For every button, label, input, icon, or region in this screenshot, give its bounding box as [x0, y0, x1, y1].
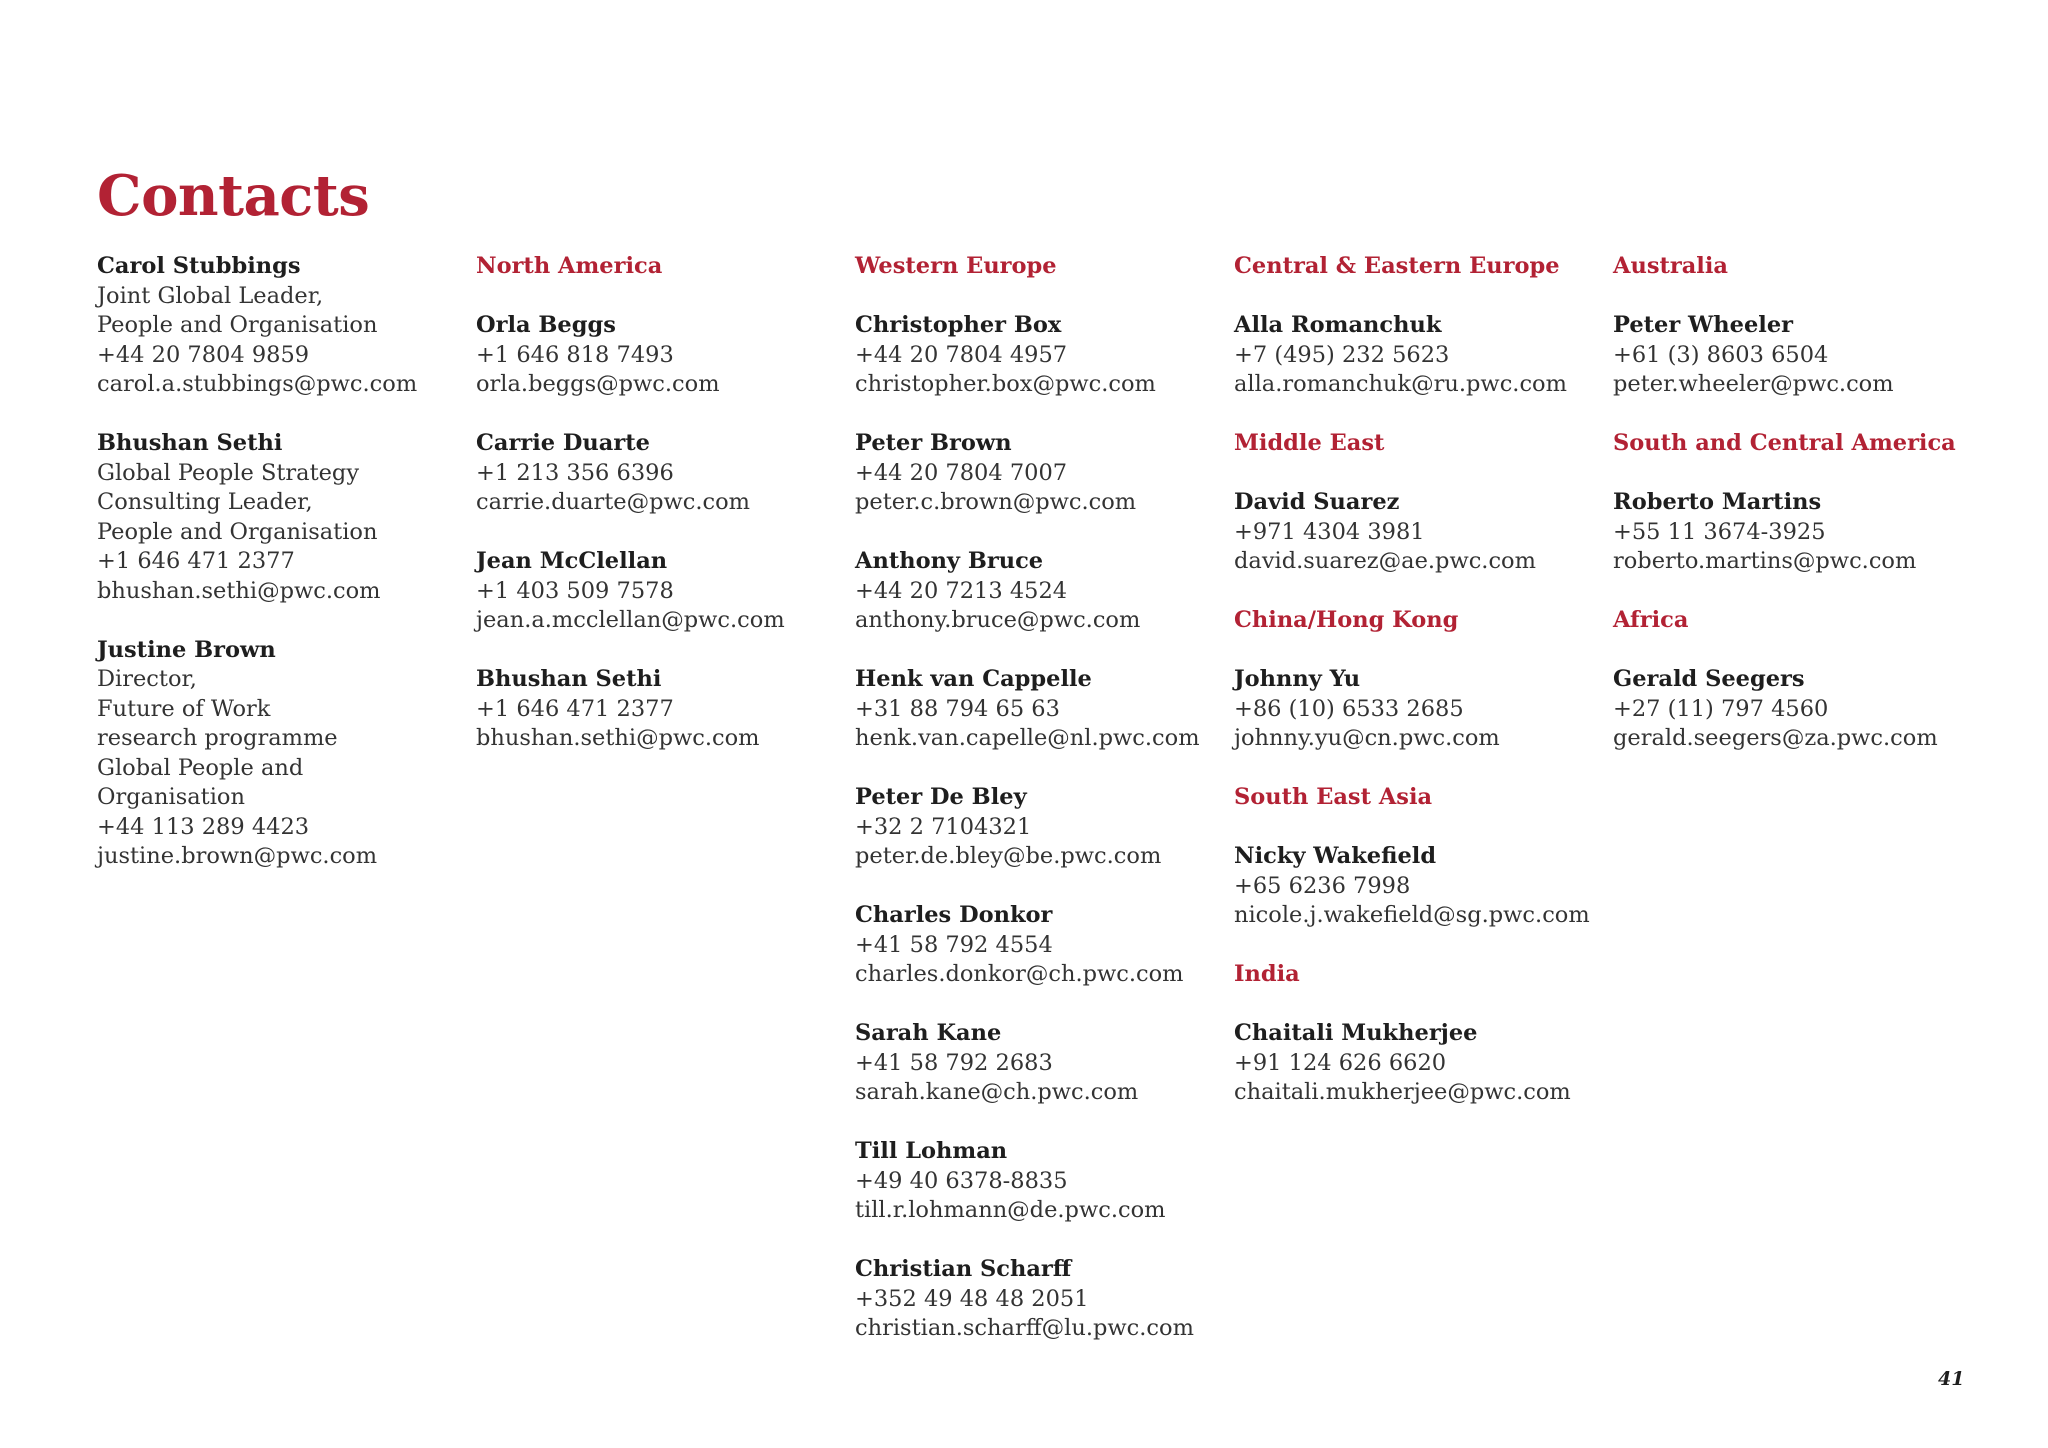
- page-number: 41: [1938, 1368, 1965, 1390]
- contact-phone: +44 20 7804 4957: [855, 341, 1068, 368]
- contact-role: Joint Global Leader,: [97, 282, 324, 309]
- spacer: [97, 606, 457, 636]
- contact-phone: +49 40 6378-8835: [855, 1167, 1068, 1194]
- contact-name: Nicky Wakefield: [1234, 843, 1437, 869]
- region-heading: Central & Eastern Europe: [1234, 253, 1560, 279]
- spacer: [476, 400, 836, 430]
- contact-email-link[interactable]: sarah.kane@ch.pwc.com: [855, 1079, 1139, 1105]
- contact-block: [476, 429, 836, 518]
- contact-phone: +7 (495) 232 5623: [1234, 341, 1450, 368]
- contact-role: Future of Work: [97, 695, 271, 722]
- contact-name: Christian Scharff: [855, 1256, 1072, 1282]
- spacer: [1234, 400, 1594, 430]
- contact-role: People and Organisation: [97, 312, 378, 338]
- spacer: [476, 282, 836, 312]
- region-heading: South and Central America: [1613, 430, 1956, 456]
- region-heading: Australia: [1613, 253, 1728, 279]
- spacer: [1234, 577, 1594, 607]
- column-north-america: [476, 252, 836, 754]
- contact-email-link[interactable]: roberto.martins@pwc.com: [1613, 548, 1917, 574]
- contact-name: Peter De Bley: [855, 784, 1027, 810]
- contact-block: [1234, 842, 1594, 931]
- contact-email-link[interactable]: justine.brown@pwc.com: [97, 843, 378, 869]
- contact-phone: +27 (11) 797 4560: [1613, 695, 1829, 722]
- spacer: [1613, 282, 1973, 312]
- contact-phone: +65 6236 7998: [1234, 872, 1411, 899]
- contact-phone: +86 (10) 6533 2685: [1234, 695, 1464, 722]
- contact-name: Till Lohman: [855, 1138, 1008, 1164]
- spacer: [855, 282, 1215, 312]
- contact-email-link[interactable]: johnny.yu@cn.pwc.com: [1234, 725, 1500, 751]
- contact-name: Gerald Seegers: [1613, 666, 1805, 692]
- contact-block: [855, 1019, 1215, 1108]
- region-heading: Middle East: [1234, 430, 1385, 456]
- region-heading: China/Hong Kong: [1234, 607, 1459, 633]
- contact-phone: +44 20 7213 4524: [855, 577, 1068, 604]
- contact-block: [855, 311, 1215, 400]
- contact-phone: +1 213 356 6396: [476, 459, 674, 486]
- spacer: [1234, 459, 1594, 489]
- contact-name: Bhushan Sethi: [476, 666, 662, 692]
- contact-phone: +1 646 471 2377: [97, 548, 295, 574]
- contact-phone: +55 11 3674-3925: [1613, 518, 1826, 545]
- contact-name: Sarah Kane: [855, 1020, 1002, 1046]
- spacer: [1234, 754, 1594, 784]
- contact-name: David Suarez: [1234, 489, 1400, 515]
- contact-email-link[interactable]: chaitali.mukherjee@pwc.com: [1234, 1079, 1571, 1105]
- contact-name: Peter Brown: [855, 430, 1012, 456]
- contact-block: [855, 429, 1215, 518]
- contact-name: Justine Brown: [97, 636, 276, 663]
- region-heading: North America: [476, 253, 663, 279]
- contact-block: [476, 311, 836, 400]
- spacer: [1234, 813, 1594, 843]
- spacer: [97, 400, 457, 430]
- contact-phone: +61 (3) 8603 6504: [1613, 341, 1829, 368]
- contact-phone: +1 403 509 7578: [476, 577, 674, 604]
- contact-name: Henk van Cappelle: [855, 666, 1092, 692]
- spacer: [1613, 636, 1973, 666]
- contact-block: [1613, 311, 1973, 400]
- spacer: [1234, 990, 1594, 1020]
- spacer: [476, 518, 836, 548]
- contact-email-link[interactable]: carol.a.stubbings@pwc.com: [97, 371, 418, 397]
- contact-block: [1613, 665, 1973, 754]
- contact-name: Carol Stubbings: [97, 253, 301, 279]
- region-heading: India: [1234, 961, 1300, 987]
- spacer: [1234, 282, 1594, 312]
- contact-role: Global People Strategy: [97, 459, 360, 486]
- contact-block: [1613, 488, 1973, 577]
- contact-name: Bhushan Sethi: [97, 430, 283, 456]
- column-australia-americas-africa: [1613, 252, 1973, 754]
- contact-block: [855, 547, 1215, 636]
- contact-block: [855, 665, 1215, 754]
- spacer: [855, 1226, 1215, 1256]
- contact-block: [476, 547, 836, 636]
- contact-block: [1234, 488, 1594, 577]
- region-heading: Africa: [1613, 607, 1689, 633]
- contact-name: Orla Beggs: [476, 312, 616, 338]
- contact-email-link[interactable]: bhushan.sethi@pwc.com: [97, 577, 381, 604]
- contact-phone: +41 58 792 4554: [855, 931, 1053, 958]
- contact-email-link[interactable]: carrie.duarte@pwc.com: [476, 489, 751, 515]
- contact-name: Chaitali Mukherjee: [1234, 1020, 1478, 1046]
- column-western-europe: [855, 252, 1215, 1344]
- contact-phone: +1 646 471 2377: [476, 695, 674, 722]
- spacer: [1613, 400, 1973, 430]
- spacer: [855, 400, 1215, 430]
- contact-email-link[interactable]: orla.beggs@pwc.com: [476, 371, 720, 397]
- contact-name: Alla Romanchuk: [1234, 312, 1442, 338]
- contact-name: Peter Wheeler: [1613, 312, 1793, 338]
- contact-email-link[interactable]: peter.wheeler@pwc.com: [1613, 371, 1894, 397]
- column-global-leaders: [97, 252, 457, 872]
- contact-phone: +971 4304 3981: [1234, 518, 1425, 545]
- spacer: [855, 636, 1215, 666]
- contact-email-link[interactable]: nicole.j.wakefield@sg.pwc.com: [1234, 902, 1590, 928]
- contact-email-link[interactable]: anthony.bruce@pwc.com: [855, 607, 1141, 633]
- contact-email-link[interactable]: christian.scharff@lu.pwc.com: [855, 1315, 1194, 1341]
- contact-name: Carrie Duarte: [476, 430, 650, 456]
- contact-phone: +31 88 794 65 63: [855, 695, 1060, 722]
- contact-email-link[interactable]: henk.van.capelle@nl.pwc.com: [855, 725, 1200, 751]
- contact-block: [855, 901, 1215, 990]
- contact-email-link[interactable]: till.r.lohmann@de.pwc.com: [855, 1197, 1166, 1223]
- contact-role: research programme: [97, 725, 338, 751]
- contact-phone: +41 58 792 2683: [855, 1049, 1053, 1076]
- spacer: [1613, 577, 1973, 607]
- region-heading: South East Asia: [1234, 784, 1433, 810]
- contact-phone: +32 2 7104321: [855, 813, 1032, 840]
- page-title: Contacts: [97, 163, 370, 229]
- contact-block: [1234, 311, 1594, 400]
- spacer: [855, 990, 1215, 1020]
- spacer: [1234, 931, 1594, 961]
- contact-email-link[interactable]: bhushan.sethi@pwc.com: [476, 725, 760, 751]
- contact-block: [97, 252, 457, 400]
- spacer: [1613, 459, 1973, 489]
- contact-block: [855, 783, 1215, 872]
- contact-role: Director,: [97, 666, 197, 692]
- contact-block: [855, 1137, 1215, 1226]
- contact-email-link[interactable]: jean.a.mcclellan@pwc.com: [476, 607, 785, 633]
- contact-email-link[interactable]: david.suarez@ae.pwc.com: [1234, 548, 1536, 574]
- contact-email-link[interactable]: peter.c.brown@pwc.com: [855, 489, 1137, 515]
- contact-block: [476, 665, 836, 754]
- contact-block: [1234, 1019, 1594, 1108]
- contact-email-link[interactable]: charles.donkor@ch.pwc.com: [855, 961, 1184, 987]
- spacer: [855, 518, 1215, 548]
- contact-role: Global People and Organisation: [97, 754, 304, 810]
- contact-block: [855, 1255, 1215, 1344]
- spacer: [855, 1108, 1215, 1138]
- contact-email-link[interactable]: peter.de.bley@be.pwc.com: [855, 843, 1162, 869]
- contact-phone: +91 124 626 6620: [1234, 1049, 1447, 1076]
- contact-block: [97, 636, 457, 872]
- contact-name: Roberto Martins: [1613, 489, 1822, 515]
- contact-block: [1234, 665, 1594, 754]
- column-cee-middle-east-asia: [1234, 252, 1594, 1108]
- contact-email-link[interactable]: alla.romanchuk@ru.pwc.com: [1234, 371, 1567, 397]
- contact-block: [97, 429, 457, 606]
- contact-email-link[interactable]: gerald.seegers@za.pwc.com: [1613, 725, 1938, 751]
- contact-phone: +352 49 48 48 2051: [855, 1285, 1089, 1312]
- spacer: [1234, 636, 1594, 666]
- contact-name: Charles Donkor: [855, 902, 1053, 928]
- contact-name: Anthony Bruce: [855, 548, 1044, 574]
- contact-role: People and Organisation: [97, 518, 378, 545]
- contact-name: Christopher Box: [855, 312, 1062, 338]
- contact-name: Jean McClellan: [476, 548, 668, 574]
- contact-email-link[interactable]: christopher.box@pwc.com: [855, 371, 1156, 397]
- region-heading: Western Europe: [855, 253, 1057, 279]
- contact-phone: +1 646 818 7493: [476, 341, 674, 368]
- contact-phone: +44 113 289 4423: [97, 813, 310, 840]
- contact-phone: +44 20 7804 7007: [855, 459, 1068, 486]
- contact-phone: +44 20 7804 9859: [97, 341, 310, 368]
- contact-role: Consulting Leader,: [97, 489, 313, 515]
- contact-name: Johnny Yu: [1234, 666, 1361, 692]
- spacer: [855, 872, 1215, 902]
- spacer: [855, 754, 1215, 784]
- spacer: [476, 636, 836, 666]
